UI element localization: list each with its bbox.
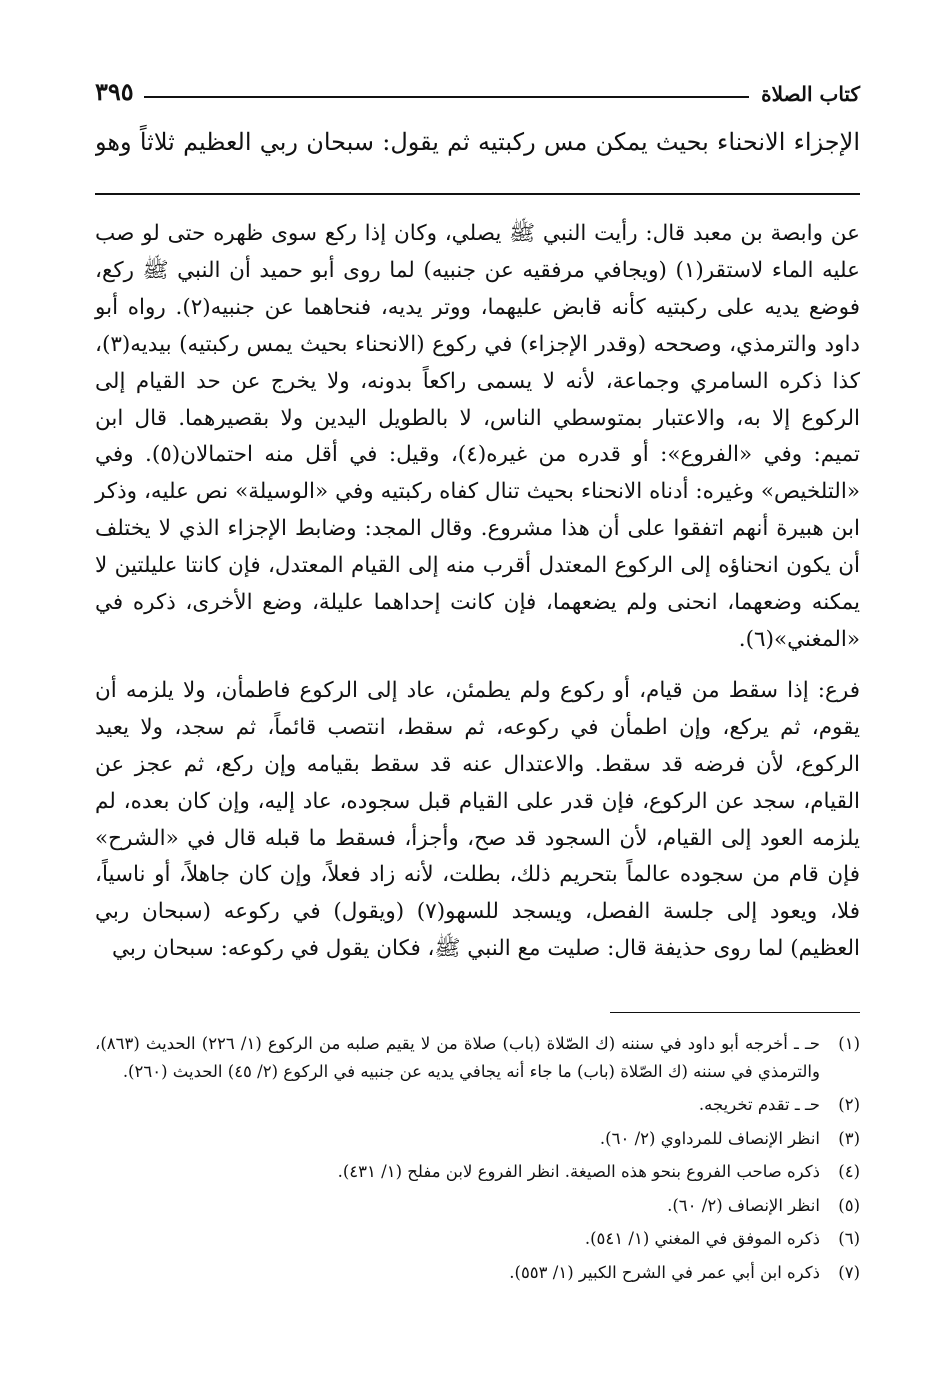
main-text-continuation: الإجزاء الانحناء بحيث يمكن مس ركبتيه ثم يقول: سبحان ربي العظيم ثلاثاً وهو xyxy=(95,128,860,156)
footnote xyxy=(95,1259,860,1287)
footnote-text: ذكره الموفق في المغني (١/ ٥٤١). xyxy=(584,1229,820,1248)
footnote-separator-rule xyxy=(610,1012,860,1013)
footnote-text: انظر الإنصاف (٢/ ٦٠). xyxy=(667,1195,820,1215)
running-header xyxy=(95,66,860,106)
page-number: ٣٩٥ xyxy=(95,77,134,106)
book-title: كتاب الصلاة xyxy=(761,82,860,106)
text-separator-rule xyxy=(95,193,860,195)
footnote xyxy=(95,1192,860,1220)
footnote-number: (٤) xyxy=(838,1162,860,1181)
footnote-text: حـ ـ أخرجه أبو داود في سننه (ك الصّلاة (باب) صلاة من لا يقيم صلبه من الركوع (١/ ٢٢٦) الحديث (٨٦٣)، والترمذي في سننه (ك الصّلاة (باب) ما جاء أنه يجافي يديه عن جنبيه في الركوع (٢/ ٤٥) الحديث (٢٦٠). xyxy=(95,1034,820,1081)
footnote xyxy=(95,1158,860,1186)
footnote-number: (٧) xyxy=(838,1262,860,1282)
footnote-text: انظر الإنصاف للمرداوي (٢/ ٦٠). xyxy=(599,1128,820,1148)
commentary-body xyxy=(95,216,860,968)
footnote-text: ذكره ابن أبي عمر في الشرح الكبير (١/ ٥٥٣). xyxy=(509,1262,820,1282)
paragraph: فرع: إذا سقط من قيام، أو ركوع ولم يطمئن، عاد إلى الركوع فاطمأن، ولا يلزمه أن يقوم، ثم يركع، وإن اطمأن في ركوعه، ثم سقط، انتصب قائماً، ثم سجد، ولا يعيد الركوع، لأن فرضه قد سقط. والاعتدال عنه قد سقط بقيامه وإن ركع، ثم عجز عن القيام، سجد عن الركوع، فإن قدر على القيام قبل سجوده، عاد إليه، وإن كان بعده، لم يلزمه العود إلى القيام، لأن السجود قد صح، وأجزأ، فسقط ما قبله قال في «الشرح» فإن قام من سجوده عالماً بتحريم ذلك، بطلت، لأنه زاد فعلاً، وإن كان جاهلاً، أو ناسياً، فلا، ويعود إلى جلسة الفصل، ويسجد للسهو(٧) (ويقول) في ركوعه (سبحان ربي العظيم) لما روى حذيفة قال: صليت مع النبي ﷺ، فكان يقول في ركوعه: سبحان ربي xyxy=(95,677,860,962)
footnote-number: (٥) xyxy=(838,1195,860,1215)
footnote-text: ذكره صاحب الفروع بنحو هذه الصيغة. انظر الفروع لابن مفلح (١/ ٤٣١). xyxy=(337,1162,820,1181)
footnote-number: (٣) xyxy=(838,1128,860,1148)
footnote-number: (١) xyxy=(838,1034,860,1053)
footnote xyxy=(95,1091,860,1119)
footnote xyxy=(95,1225,860,1253)
footnote xyxy=(95,1125,860,1153)
paragraph: عن وابصة بن معبد قال: رأيت النبي ﷺ يصلي، وكان إذا ركع سوى ظهره حتى لو صب عليه الماء لاستقر(١) (ويجافي مرفقيه عن جنبيه) لما روى أبو حميد أن النبي ﷺ ركع، فوضع يديه على ركبتيه كأنه قابض عليهما، ووتر يديه، فنحاهما عن جنبيه(٢). رواه أبو داود والترمذي، وصححه (وقدر الإجزاء) في ركوع (الانحناء بحيث يمس ركبتيه) بيديه(٣)، كذا ذكره السامري وجماعة، لأنه لا يسمى راكعاً بدونه، ولا يخرج عن حد القيام إلى الركوع إلا به، والاعتبار بمتوسطي الناس، لا بالطويل اليدين ولا بقصيرهما. قال ابن تميم: وفي «الفروع»: أو قدره من غيره(٤)، وقيل: في أقل منه احتمالان(٥). وفي «التلخيص» وغيره: أدناه الانحناء بحيث تنال كفاه ركبتيه وفي «الوسيلة» نص عليه، وذكر ابن هبيرة أنهم اتفقوا على أن هذا مشروع. وقال المجد: وضابط الإجزاء الذي لا يختلف أن يكون انحناؤه إلى الركوع المعتدل أقرب منه إلى القيام المعتدل، فإن كانتا عليلتين لا يمكنه وضعهما، انحنى ولم يضعهما، فإن كانت إحداهما عليلة، وضع الأخرى، ذكره في «المغني»(٦). xyxy=(95,221,861,652)
footnote xyxy=(95,1030,860,1085)
footnote-text: حـ ـ تقدم تخريجه. xyxy=(698,1095,820,1114)
footnote-number: (٦) xyxy=(838,1229,860,1248)
header-rule xyxy=(144,96,749,98)
footnote-number: (٢) xyxy=(838,1095,860,1114)
footnotes xyxy=(95,1030,860,1292)
